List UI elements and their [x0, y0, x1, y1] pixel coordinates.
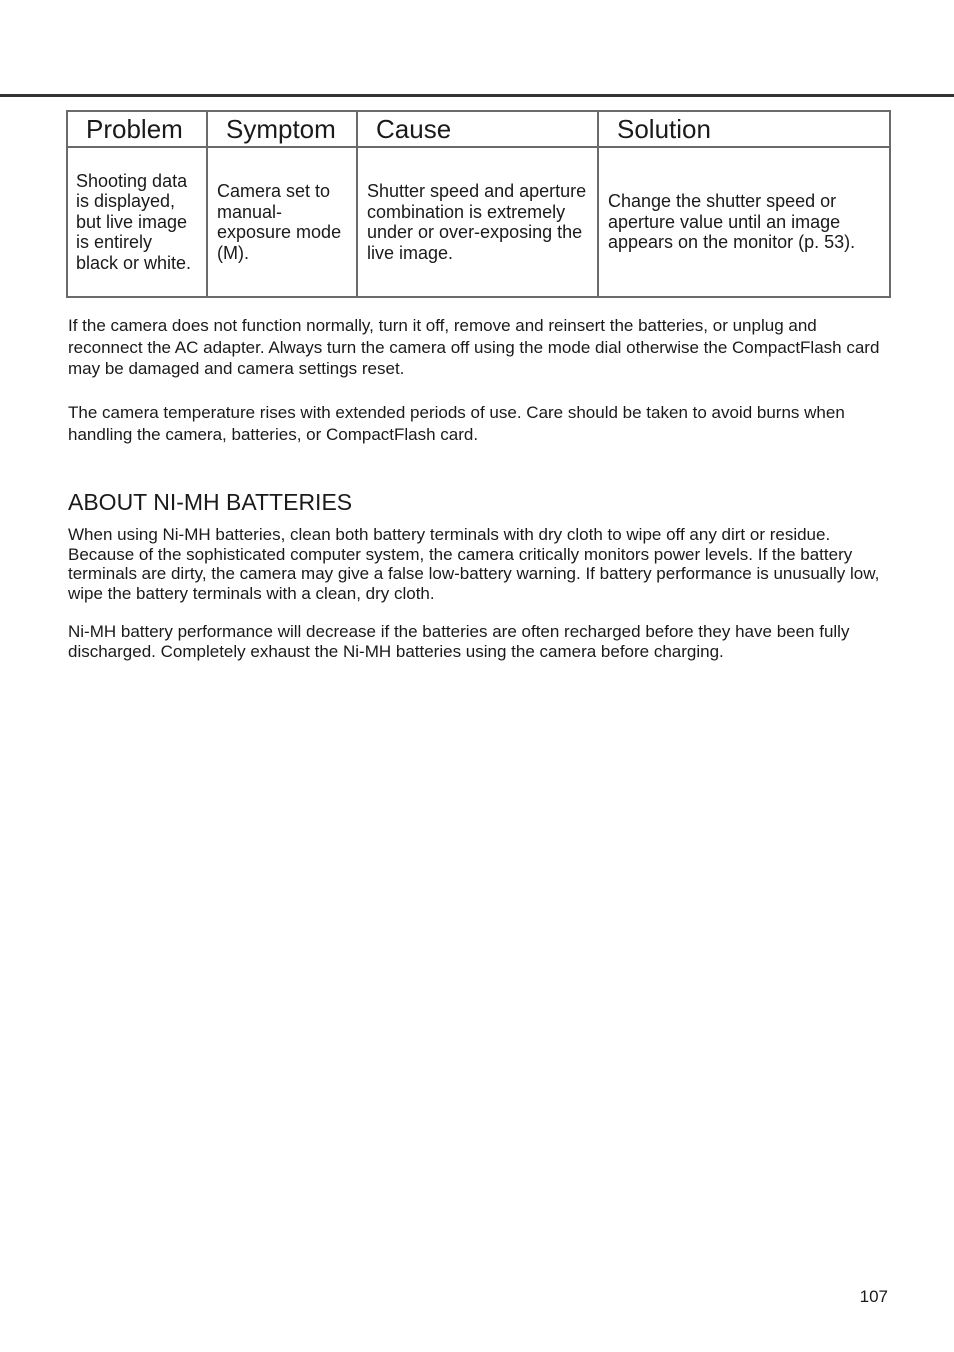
header-cause: Cause [357, 111, 598, 147]
troubleshooting-table [66, 110, 891, 298]
cell-solution: Change the shutter speed or aperture value until an image appears on the monitor (p. 53). [598, 147, 890, 297]
page-number: 107 [859, 1287, 888, 1306]
cell-symptom: Camera set to manual-exposure mode (M). [207, 147, 357, 297]
table-row [67, 147, 890, 297]
header-problem: Problem [67, 111, 207, 147]
cell-cause: Shutter speed and aperture combination is extremely under or over-exposing the live image. [357, 147, 598, 297]
top-rule [0, 94, 954, 97]
cell-problem: Shooting data is displayed, but live image is entirely black or white. [67, 147, 207, 297]
header-symptom: Symptom [207, 111, 357, 147]
section-heading: ABOUT NI-MH BATTERIES [68, 489, 353, 515]
malfunction-note: If the camera does not function normally, turn it off, remove and reinsert the batteries, or unplug and reconnect the AC adapter. Always turn the camera off using the mode dial otherwise the CompactFlash card may be damaged and camera settings reset. [68, 316, 880, 378]
temperature-note: The camera temperature rises with extended periods of use. Care should be taken to avoid burns when handling the camera, batteries, or CompactFlash card. [68, 403, 845, 444]
header-solution: Solution [598, 111, 890, 147]
table-header-row [67, 111, 890, 147]
batteries-paragraph-2: Ni-MH battery performance will decrease if the batteries are often recharged before they have been fully discharged. Completely exhaust the Ni-MH batteries using the camera before charging. [68, 622, 850, 661]
batteries-paragraph-1: When using Ni-MH batteries, clean both battery terminals with dry cloth to wipe off any dirt or residue. Because of the sophisticated computer system, the camera critically monitors power levels. If the battery terminals are dirty, the camera may give a false low-battery warning. If battery performance is unusually low, wipe the battery terminals with a clean, dry cloth. [68, 525, 880, 603]
